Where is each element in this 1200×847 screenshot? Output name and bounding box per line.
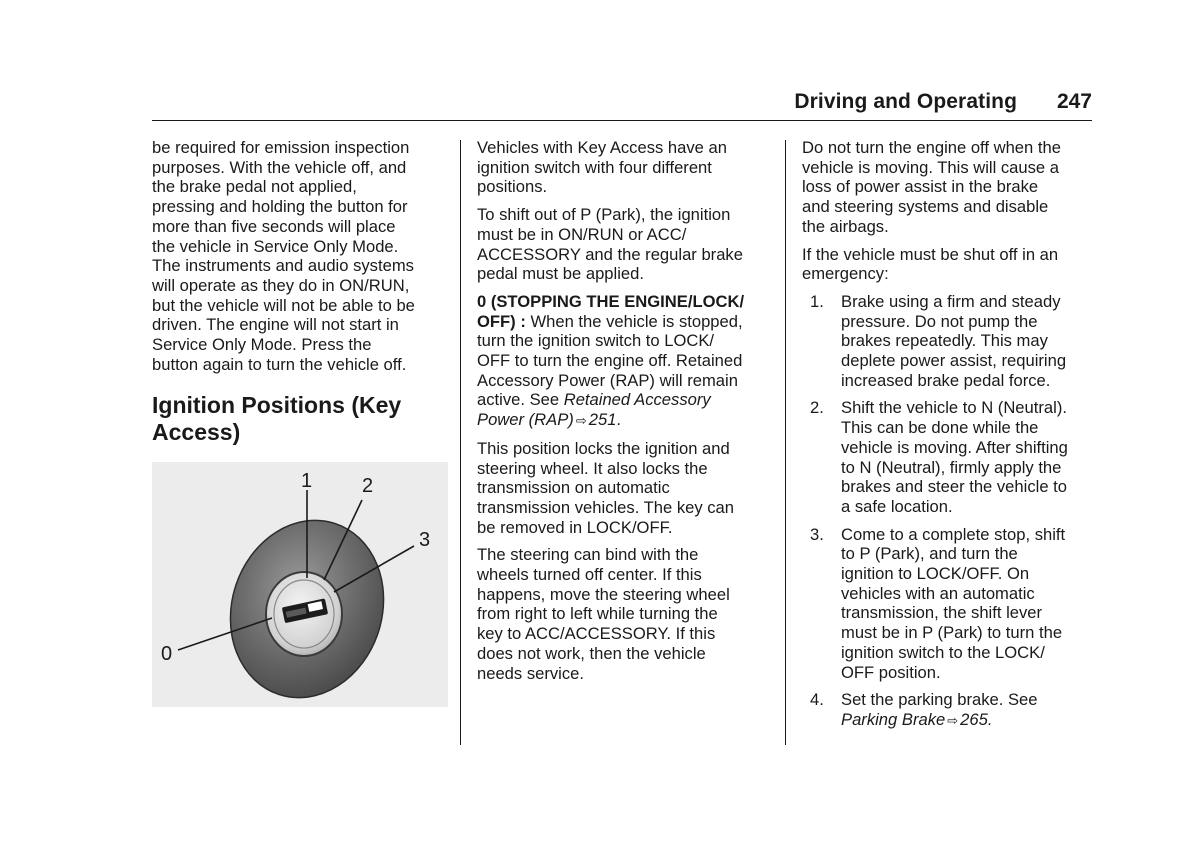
ignition-switch-illustration	[152, 462, 448, 707]
list-item: 1. Brake using a firm and steady pressure. Do not pump the brakes repeatedly. This may deplete power assist, requiring increased brake pedal force.	[810, 291, 1067, 390]
reference-arrow-icon: ⇨	[947, 712, 959, 728]
step-number: 4.	[810, 690, 824, 710]
step-number: 3.	[810, 524, 824, 544]
paragraph-engine-off-warning: Do not turn the engine off when the vehicle is moving. This will cause a loss of power assist in the brake and steering systems and disable the airbags.	[802, 138, 1061, 236]
column-3	[802, 138, 1098, 739]
emergency-steps-list	[802, 292, 1098, 731]
position-label-0: 0	[161, 643, 173, 665]
paragraph-key-access: Vehicles with Key Access have an ignition switch with four different positions.	[477, 138, 727, 197]
page-number: 247	[1056, 90, 1092, 113]
ignition-switch-figure	[152, 462, 448, 707]
step-number: 1.	[810, 291, 824, 311]
section-heading: Ignition Positions (Key Access)	[152, 392, 402, 446]
paragraph-stopping-engine: 0 (STOPPING THE ENGINE/LOCK/ OFF) : When the vehicle is stopped, turn the ignition switch to LOCK/ OFF to turn the engine off. Retained Accessory Power (RAP) will remain active. See Retained Accessory Power (RAP) ⇨ 251.	[477, 291, 745, 430]
position-label-3: 3	[419, 529, 431, 551]
list-item: 4. Set the parking brake. See Parking Brake ⇨ 265.	[810, 690, 1038, 729]
paragraph-steering-bind: The steering can bind with the wheels turned off center. If this happens, move the steering wheel from right to left while turning the key to ACC/ACCESSORY. If this does not work, then the vehicle needs service.	[477, 545, 730, 683]
reference-arrow-icon: ⇨	[575, 413, 587, 429]
position-term: 0 (STOPPING THE ENGINE/LOCK/	[477, 291, 745, 311]
cross-reference-link[interactable]: Power (RAP)	[477, 410, 574, 430]
paragraph-service-mode: be required for emission inspection purposes. With the vehicle off, and the brake pedal not applied, pressing and holding the button for more than five seconds will place the vehicle in Service Only Mode. The instruments and audio systems will operate as they do in ON/RUN, but the vehicle will not be able to be driven. The engine will not start in Service Only Mode. Press the button again to turn the vehicle off.	[152, 138, 415, 374]
column-1	[152, 138, 448, 446]
section-title: Driving and Operating	[794, 90, 1017, 113]
cross-reference-link[interactable]: Retained Accessory	[563, 390, 711, 410]
paragraph-shift-park: To shift out of P (Park), the ignition must be in ON/RUN or ACC/ ACCESSORY and the regular brake pedal must be applied.	[477, 205, 743, 284]
position-term: OFF) :	[477, 311, 526, 331]
position-label-1: 1	[301, 470, 313, 492]
column-2	[477, 138, 773, 691]
list-item: 2. Shift the vehicle to N (Neutral). This can be done while the vehicle is moving. After shifting to N (Neutral), firmly apply the brakes and steer the vehicle to a safe location.	[810, 398, 1068, 516]
column-divider	[785, 140, 786, 745]
reference-page[interactable]: 265.	[960, 709, 993, 729]
column-divider	[460, 140, 461, 745]
page-header	[152, 88, 1092, 121]
list-item: 3. Come to a complete stop, shift to P (Park), and turn the ignition to LOCK/OFF. On vehicles with an automatic transmission, the shift lever must be in P (Park) to turn the ignition switch to the LOCK/ OFF position.	[810, 524, 1066, 682]
cross-reference-link[interactable]: Parking Brake	[841, 709, 946, 729]
step-number: 2.	[810, 398, 824, 418]
reference-page[interactable]: 251	[588, 410, 617, 430]
paragraph-lock-position: This position locks the ignition and steering wheel. It also locks the transmission on automatic transmission vehicles. The key can be removed in LOCK/OFF.	[477, 438, 735, 537]
position-label-2: 2	[362, 475, 374, 497]
paragraph-emergency: If the vehicle must be shut off in an emergency:	[802, 244, 1059, 284]
